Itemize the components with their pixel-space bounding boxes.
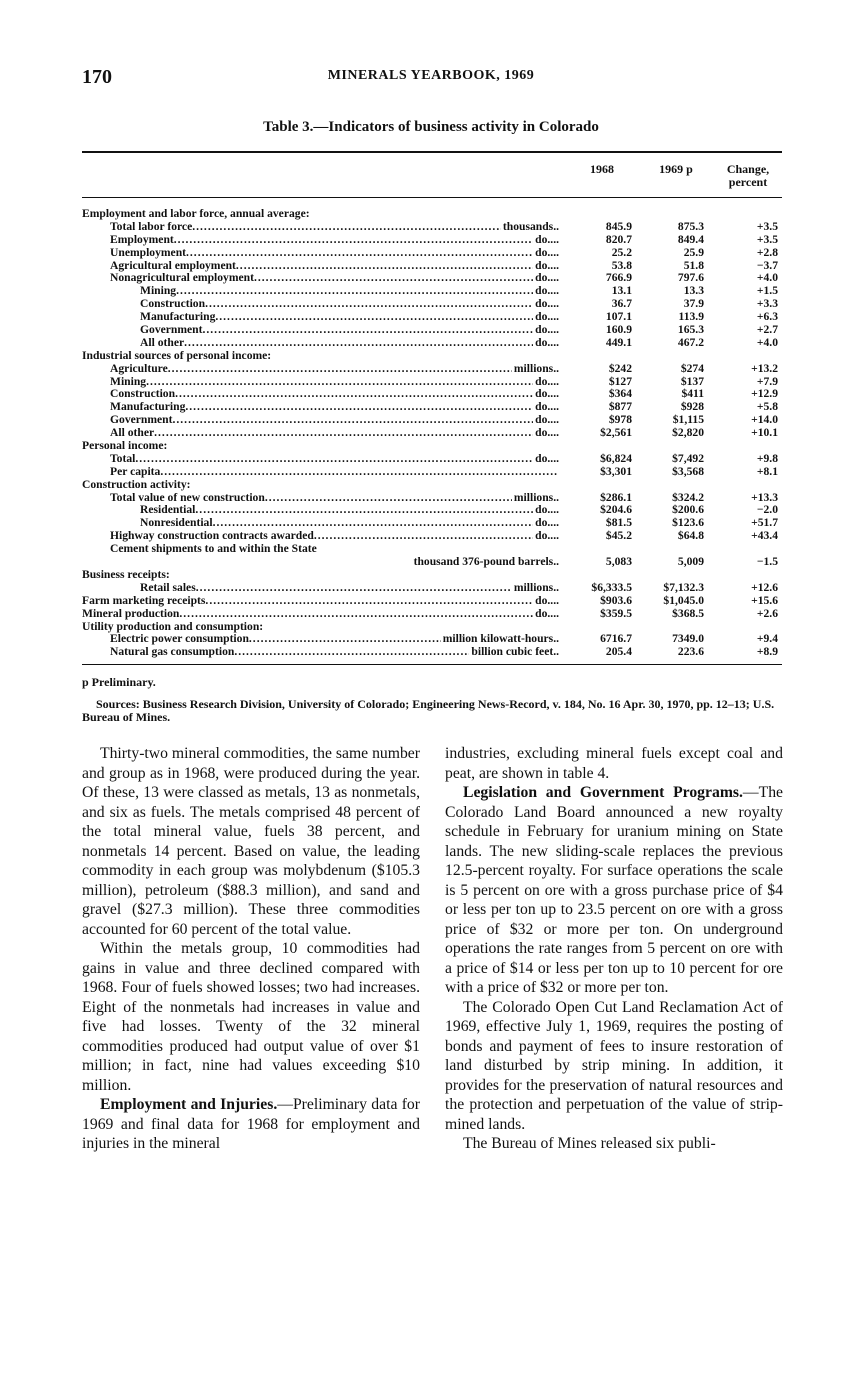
paragraph-text: industries, excluding mineral fuels except coal and peat, are shown in table 4. — [445, 745, 783, 782]
value-1969: $200.6 — [672, 503, 704, 517]
value-1969: 5,009 — [677, 555, 704, 569]
paragraph-text: The Bureau of Mines released six publi- — [463, 1135, 716, 1152]
table-body — [82, 208, 782, 659]
value-change: +3.5 — [756, 219, 778, 233]
row-unit: do.... — [535, 232, 559, 246]
body-paragraph — [445, 783, 783, 998]
row-label: Government ..... — [140, 324, 558, 337]
row-label: Employment and labor force, annual average: — [82, 208, 310, 220]
row-label: Utility production and consumption: — [82, 620, 264, 633]
table-row — [82, 466, 782, 479]
row-unit: millions.. — [513, 580, 559, 594]
row-label: Government ..... — [110, 414, 558, 427]
table-row — [82, 556, 782, 569]
table-row — [82, 479, 782, 492]
row-unit: thousand 376-pound barrels.. — [413, 555, 559, 569]
value-change: +6.3 — [756, 310, 778, 324]
row-unit: do.... — [535, 426, 559, 440]
col-head-change-line2: percent — [728, 175, 768, 189]
value-change: +14.0 — [751, 413, 778, 427]
value-1969: $3,568 — [672, 464, 704, 478]
paragraph-heading: Legislation and Government Programs. — [463, 784, 743, 801]
row-label: Business receipts: — [82, 568, 170, 581]
body-paragraph — [82, 744, 420, 939]
table-row — [82, 453, 782, 466]
body-left-column — [82, 744, 420, 1154]
value-1968: $978 — [608, 413, 632, 427]
table-row — [82, 440, 782, 453]
body-paragraph — [445, 1134, 783, 1154]
body-right-column — [445, 744, 783, 1154]
value-1968: $3,301 — [600, 464, 632, 478]
value-1969: $64.8 — [677, 529, 704, 543]
row-label: Agriculture ..... — [110, 363, 558, 376]
value-1968: $81.5 — [605, 516, 632, 530]
table-sources: Sources: Business Research Division, University of Colorado; Engineering News-Record, v. 184, No. 16 Apr. 30, 1970, pp. 12–13; U.S. Bureau of Mines. — [82, 697, 775, 724]
row-label: Mining ..... — [140, 285, 558, 298]
value-1968: $359.5 — [600, 606, 632, 620]
value-1969: $324.2 — [672, 490, 704, 504]
value-change: +13.2 — [751, 361, 778, 375]
row-unit: do.... — [535, 284, 559, 298]
value-change: +4.0 — [756, 271, 778, 285]
value-1969: 113.9 — [678, 310, 704, 324]
value-change: +2.7 — [756, 323, 778, 337]
row-unit: thousands.. — [502, 219, 559, 233]
row-label: Total ..... — [110, 453, 558, 466]
table-row — [82, 595, 782, 608]
value-change: −3.7 — [756, 258, 778, 272]
paragraph-text: Within the metals group, 10 commodities had gains in value and three declined compared with 1968. Four of fuels showed losses; two had increases. Eight of the nonmetals had increases in value and five had losses. Twenty of the 32 mineral commodities produced had output value of over $1 million; in fact, nine had values exceeding $10 million. — [82, 940, 420, 1094]
row-label: Manufacturing ..... — [140, 311, 558, 324]
value-change: +12.9 — [751, 387, 778, 401]
row-label: Cement shipments to and within the State — [110, 543, 317, 556]
value-change: +51.7 — [751, 516, 778, 530]
paragraph-text: —The Colorado Land Board announced a new royalty schedule in February for uranium mining on State lands. The new sliding-scale replaces the previous 12.5-percent royalty. For surface operations the scale is 5 percent on ore with a gross purchase price of $4 or less per ton up to 23.5 percent on ore with a gross price of $32 or more per ton. On underground operations the rate ranges from 5 percent on ore with a price of $14 or less per ton up to 10 percent for ore with a price of $32 or more per ton. — [445, 784, 783, 996]
row-unit: do.... — [535, 335, 559, 349]
row-unit: do.... — [535, 387, 559, 401]
row-unit: do.... — [535, 374, 559, 388]
value-change: +13.3 — [751, 490, 778, 504]
running-title: MINERALS YEARBOOK, 1969 — [327, 68, 535, 83]
row-unit: do.... — [535, 400, 559, 414]
value-1969: 13.3 — [683, 284, 704, 298]
value-change: +15.6 — [751, 593, 778, 607]
row-label: Industrial sources of personal income: — [82, 349, 272, 362]
row-label: Agricultural employment ..... — [110, 260, 558, 273]
value-1968: $2,561 — [600, 426, 632, 440]
col-head-1969: 1969 p — [659, 162, 693, 176]
value-1968: 107.1 — [605, 310, 632, 324]
row-label: Manufacturing ..... — [110, 401, 558, 414]
value-1969: 223.6 — [677, 645, 704, 659]
row-label: Residential ..... — [140, 504, 558, 517]
row-unit: do.... — [535, 323, 559, 337]
table-row — [82, 530, 782, 543]
value-1969: $1,115 — [672, 413, 704, 427]
value-1968: $6,824 — [600, 451, 632, 465]
row-label: Per capita ..... — [110, 466, 558, 479]
table-row — [82, 517, 782, 530]
row-label: Nonresidential ..... — [140, 517, 558, 530]
body-paragraph — [445, 998, 783, 1135]
row-unit: do.... — [535, 297, 559, 311]
table-row — [82, 427, 782, 440]
paragraph-text: Thirty-two mineral commodities, the same number and group as in 1968, were produced during the year. Of these, 13 were classed as metals, 13 as nonmetals, and six as fuels. The metals comprised 48 percent of the total mineral value, fuels 38 percent, and nonmetals 14 percent. Based on value, the leading commodity in each group was molybdenum ($105.3 million), petroleum ($88.3 million), and sand and gravel ($27.3 million). These three commodities accounted for 60 percent of the total value. — [82, 745, 420, 938]
value-1969: $411 — [681, 387, 704, 401]
value-1968: 845.9 — [605, 219, 632, 233]
row-unit: do.... — [535, 516, 559, 530]
row-unit: do.... — [535, 245, 559, 259]
value-change: −1.5 — [756, 555, 778, 569]
value-change: +9.4 — [756, 632, 778, 646]
value-1968: $286.1 — [600, 490, 632, 504]
row-label: Employment ..... — [110, 234, 558, 247]
paragraph-text: The Colorado Open Cut Land Reclamation Act of 1969, effective July 1, 1969, requires the posting of bonds and payment of fees to insure restoration of land disturbed by strip mining. In addition, it provides for the preservation of natural resources and the protection and perpetuation of the value of strip-mined lands. — [445, 998, 783, 1133]
value-1968: 36.7 — [611, 297, 632, 311]
value-1969: $137 — [680, 374, 704, 388]
value-1969: $368.5 — [672, 606, 704, 620]
value-change: +4.0 — [756, 335, 778, 349]
table-row — [82, 324, 782, 337]
value-1969: 25.9 — [683, 245, 704, 259]
value-1968: $127 — [608, 374, 632, 388]
body-paragraph — [82, 939, 420, 1095]
table-row — [82, 247, 782, 260]
value-1968: 53.8 — [611, 258, 632, 272]
value-change: +8.9 — [756, 645, 778, 659]
value-1969: 165.3 — [677, 323, 704, 337]
value-1969: 875.3 — [677, 219, 704, 233]
row-unit: do.... — [535, 503, 559, 517]
value-1968: 766.9 — [605, 271, 632, 285]
value-1968: 13.1 — [611, 284, 632, 298]
paragraph-heading: Employment and Injuries. — [100, 1096, 278, 1113]
page-number: 170 — [82, 66, 112, 88]
value-1968: $364 — [608, 387, 632, 401]
table-row — [82, 234, 782, 247]
table-row — [82, 285, 782, 298]
value-change: +10.1 — [751, 426, 778, 440]
row-unit: do.... — [535, 529, 559, 543]
value-change: +5.8 — [756, 400, 778, 414]
value-1969: 51.8 — [683, 258, 704, 272]
row-label: Nonagricultural employment ..... — [110, 272, 558, 285]
row-label: Construction activity: — [82, 478, 191, 491]
row-unit: millions.. — [513, 490, 559, 504]
table-row — [82, 311, 782, 324]
table-row — [82, 260, 782, 273]
value-1968: $204.6 — [600, 503, 632, 517]
value-1968: 25.2 — [611, 245, 632, 259]
row-unit: do.... — [535, 258, 559, 272]
table-row — [82, 298, 782, 311]
value-1969: $7,132.3 — [663, 580, 704, 594]
value-1969: $274 — [680, 361, 704, 375]
value-1968: 205.4 — [605, 645, 632, 659]
value-change: +8.1 — [756, 464, 778, 478]
row-label: Retail sales ..... — [140, 582, 558, 595]
table-row — [82, 208, 782, 221]
row-unit: do.... — [535, 606, 559, 620]
value-1968: $877 — [608, 400, 632, 414]
table-row — [82, 608, 782, 621]
table-row — [82, 633, 782, 646]
table-row — [82, 646, 782, 659]
value-1969: 797.6 — [677, 271, 704, 285]
table-row — [82, 350, 782, 363]
table-row — [82, 337, 782, 350]
value-change: +43.4 — [751, 529, 778, 543]
value-change: +12.6 — [751, 580, 778, 594]
value-change: +3.3 — [756, 297, 778, 311]
row-label: Mining ..... — [110, 376, 558, 389]
table-footnote: p Preliminary. — [82, 675, 156, 689]
value-change: −2.0 — [756, 503, 778, 517]
body-paragraph — [82, 1095, 420, 1154]
row-label: Construction ..... — [110, 388, 558, 401]
value-change: +2.8 — [756, 245, 778, 259]
col-head-change — [712, 163, 784, 189]
value-1969: $1,045.0 — [663, 593, 704, 607]
row-label: Highway construction contracts awarded ..... — [110, 530, 558, 543]
row-unit: do.... — [535, 593, 559, 607]
body-paragraph — [445, 744, 783, 783]
value-1969: $123.6 — [672, 516, 704, 530]
table-header-rule — [82, 197, 782, 198]
row-label: Mineral production ..... — [82, 608, 558, 621]
value-1968: 5,083 — [605, 555, 632, 569]
col-head-1968: 1968 — [590, 162, 614, 176]
table-row — [82, 376, 782, 389]
row-label: Natural gas consumption ..... — [110, 646, 558, 659]
value-1968: 6716.7 — [600, 632, 632, 646]
row-label: Construction ..... — [140, 298, 558, 311]
table-row — [82, 363, 782, 376]
value-1968: $903.6 — [600, 593, 632, 607]
value-1969: 467.2 — [677, 335, 704, 349]
table-top-rule — [82, 151, 782, 153]
row-unit: do.... — [535, 451, 559, 465]
col-head-change-line1: Change, — [726, 162, 770, 176]
value-1968: $242 — [608, 361, 632, 375]
row-unit: do.... — [535, 310, 559, 324]
value-1969: $928 — [680, 400, 704, 414]
value-change: +2.6 — [756, 606, 778, 620]
table-row — [82, 569, 782, 582]
table-row — [82, 272, 782, 285]
row-label: Total labor force ..... — [110, 221, 558, 234]
row-label: All other ..... — [140, 337, 558, 350]
row-unit: millions.. — [513, 361, 559, 375]
value-1969: $2,820 — [672, 426, 704, 440]
value-1968: $45.2 — [605, 529, 632, 543]
row-unit: do.... — [535, 413, 559, 427]
row-unit: million kilowatt-hours.. — [442, 632, 559, 646]
value-1969: $7,492 — [672, 451, 704, 465]
value-change: +9.8 — [756, 451, 778, 465]
table-row — [82, 221, 782, 234]
value-1969: 37.9 — [683, 297, 704, 311]
table-row — [82, 582, 782, 595]
row-label: All other ..... — [110, 427, 558, 440]
value-1969: 7349.0 — [672, 632, 704, 646]
table-row — [82, 388, 782, 401]
row-label: Farm marketing receipts ..... — [82, 595, 558, 608]
paragraph-text: —Preliminary data for 1969 and final data for 1968 for employment and injuries in the mineral — [82, 1096, 420, 1152]
row-unit: do.... — [535, 271, 559, 285]
value-change: +1.5 — [756, 284, 778, 298]
value-1969: 849.4 — [677, 232, 704, 246]
row-unit: billion cubic feet.. — [471, 645, 559, 659]
value-1968: 449.1 — [605, 335, 632, 349]
table-title: Table 3.—Indicators of business activity in Colorado — [263, 119, 599, 135]
value-1968: 820.7 — [605, 232, 632, 246]
row-label: Total value of new construction ..... — [110, 492, 558, 505]
table-bottom-rule — [82, 664, 782, 665]
value-change: +7.9 — [756, 374, 778, 388]
value-change: +3.5 — [756, 232, 778, 246]
value-1968: 160.9 — [605, 323, 632, 337]
row-label: Unemployment ..... — [110, 247, 558, 260]
value-1968: $6,333.5 — [591, 580, 632, 594]
row-label: Electric power consumption ..... — [110, 633, 558, 646]
row-label: Personal income: — [82, 440, 168, 453]
